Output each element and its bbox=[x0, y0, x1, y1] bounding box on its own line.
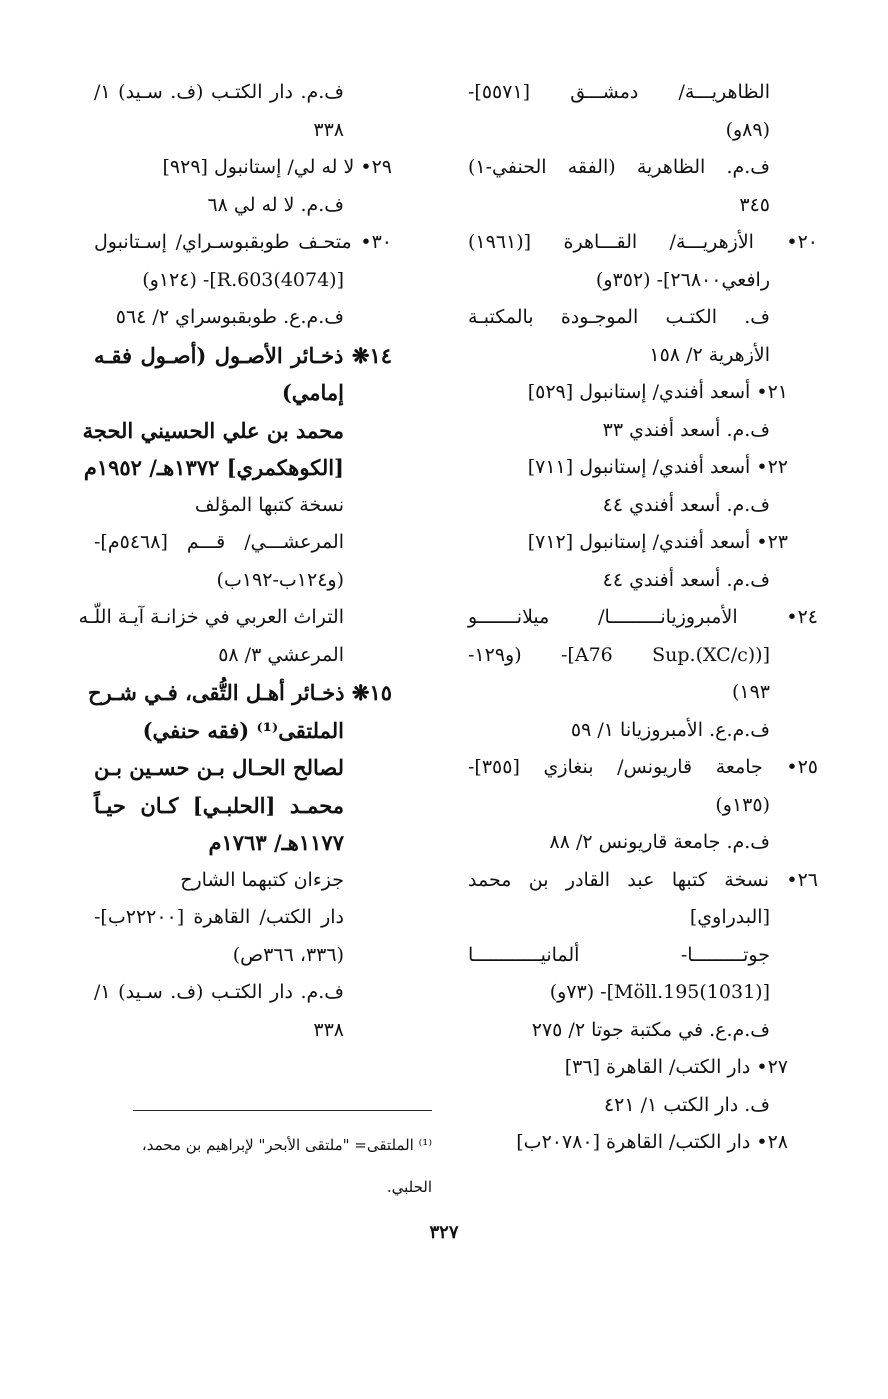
right-column-line: ٢٤• الأمبروزيانـــــــــا/ ميلانـــــــو bbox=[468, 606, 818, 628]
left-column-line: ١٤❋ ذخـائر الأصـول (أصـول فقـه bbox=[94, 342, 392, 368]
right-column-line: ف.م.ع. في مكتبة جوتا ٢/ ٢٧٥ bbox=[531, 1018, 770, 1041]
left-column-line: ف.م.ع. طوبقبوسراي ٢/ ٥٦٤ bbox=[115, 306, 344, 328]
right-column-line: ٢٠• الأزهريـــة/ القـــاهرة [(١٩٦١) bbox=[468, 231, 818, 253]
right-column-line: جوتـــــــــا- ألمانيــــــــــــا bbox=[468, 943, 770, 966]
right-column-line: ٢٣• أسعد أفندي/ إستانبول [٧١٢] bbox=[527, 531, 788, 553]
left-column-line: محمـد [الحلبـي] كـان حيـاً bbox=[94, 792, 344, 818]
left-column-line: نسخة كتبها المؤلف bbox=[194, 493, 344, 516]
right-column-line: الظاهريـــة/ دمشـــق [٥٥٧١]- bbox=[468, 81, 770, 103]
right-column-line: ف.م. أسعد أفندي ٤٤ bbox=[602, 568, 770, 591]
right-column-line: الأزهرية ٢/ ١٥٨ bbox=[649, 343, 770, 366]
right-column-line: ف.م.ع. الأمبروزيانا ١/ ٥٩ bbox=[570, 718, 770, 741]
right-column-line: [البدراوي] bbox=[689, 906, 770, 928]
left-column-line: الملتقى⁽¹⁾ (فقه حنفي) bbox=[142, 717, 344, 743]
left-column-line: (و١٢٤ب-١٩٢ب) bbox=[216, 568, 344, 591]
right-column-line: [(A76 Sup.(XC/c)]- (و١٢٩- bbox=[468, 643, 770, 666]
right-column-line: (١٣٥و) bbox=[715, 793, 770, 816]
right-column-line: (٨٩و) bbox=[725, 118, 770, 141]
right-column-line: ١٩٣) bbox=[731, 681, 770, 703]
left-column-line: [(4074)R.603]- (١٢٤و) bbox=[142, 268, 344, 291]
footnote-line-2: الحلبي. bbox=[386, 1178, 432, 1196]
right-column-line: ٢١• أسعد أفندي/ إستانبول [٥٢٩] bbox=[527, 381, 788, 403]
left-column-line: [الكوهكمري] ١٣٧٢هـ/ ١٩٥٢م bbox=[83, 455, 344, 480]
right-column-line: ٢٥• جامعة قاريونس/ بنغازي [٣٥٥]- bbox=[468, 756, 818, 778]
right-column-line: ٣٤٥ bbox=[739, 193, 770, 216]
left-column-line: المرعشـــي/ قـــم [٥٤٦٨م]- bbox=[94, 531, 344, 553]
right-column-line: ٢٢• أسعد أفندي/ إستانبول [٧١١] bbox=[527, 456, 788, 478]
left-column-line: محمد بن علي الحسيني الحجة bbox=[82, 417, 344, 443]
left-column-line: ١٥❋ ذخـائر أهـل التُّقى، فـي شـرح bbox=[87, 680, 392, 705]
footnote bbox=[102, 1124, 432, 1208]
right-column bbox=[468, 74, 818, 1162]
left-column-line: ٣٠• متحـف طوبقبوسـراي/ إسـتانبول bbox=[94, 231, 392, 253]
right-column-line: ف.م. الظاهرية (الفقه الحنفي-١) bbox=[468, 156, 770, 178]
left-column-line: (٣٣٦، ٣٦٦ص) bbox=[232, 943, 344, 966]
right-column-line: ٢٦• نسخة كتبها عبد القادر بن محمد bbox=[468, 868, 818, 891]
left-column-line: جزءان كتبهما الشارح bbox=[180, 868, 344, 891]
right-column-line: [(1031)Möll.195]- (٧٣و) bbox=[549, 981, 770, 1003]
left-column-line: ٢٩• لا له لي/ إستانبول [٩٢٩] bbox=[162, 156, 392, 178]
right-column-line: ٢٧• دار الكتب/ القاهرة [٣٦] bbox=[564, 1056, 788, 1078]
left-column-line: ١١٧٧هـ/ ١٧٦٣م bbox=[208, 830, 344, 855]
left-column-line: ٣٣٨ bbox=[313, 118, 344, 141]
right-column-line: ف. دار الكتب ١/ ٤٢١ bbox=[603, 1093, 770, 1116]
right-column-line: ف.م. أسعد أفندي ٤٤ bbox=[602, 493, 770, 516]
right-column-line: ف.م. جامعة قاريونس ٢/ ٨٨ bbox=[549, 831, 770, 853]
left-column-line: لصالح الحـال بـن حسـين بـن bbox=[94, 755, 344, 780]
left-column-line: ف.م. دار الكتـب (ف. سـيد) ١/ bbox=[94, 81, 344, 103]
left-column-line: التراث العربي في خزانـة آيـة اللّـه bbox=[78, 606, 344, 628]
left-column bbox=[78, 74, 392, 1049]
footnote-separator bbox=[133, 1110, 432, 1111]
right-column-line: ٢٨• دار الكتب/ القاهرة [٢٠٧٨٠ب] bbox=[516, 1131, 788, 1153]
right-column-line: ف. الكتـب الموجـودة بالمكتبـة bbox=[468, 306, 770, 328]
left-column-line: ٣٣٨ bbox=[313, 1018, 344, 1041]
left-column-line: دار الكتب/ القاهرة [٢٢٢٠٠ب]- bbox=[94, 906, 344, 928]
page-number: ٣٢٧ bbox=[429, 1222, 459, 1243]
left-column-line: ف.م. دار الكتـب (ف. سـيد) ١/ bbox=[94, 981, 344, 1003]
left-column-line: إمامي) bbox=[281, 380, 344, 405]
right-column-line: ف.م. أسعد أفندي ٣٣ bbox=[602, 418, 770, 441]
left-column-line: المرعشي ٣/ ٥٨ bbox=[218, 643, 344, 666]
right-column-line: رافعي٢٦٨٠٠]- (٣٥٢و) bbox=[595, 268, 770, 291]
left-column-line: ف.م. لا له لي ٦٨ bbox=[207, 193, 344, 216]
footnote-line-1: ⁽¹⁾ الملتقى= "ملتقى الأبحر" لإبراهيم بن محمد، bbox=[141, 1136, 432, 1154]
